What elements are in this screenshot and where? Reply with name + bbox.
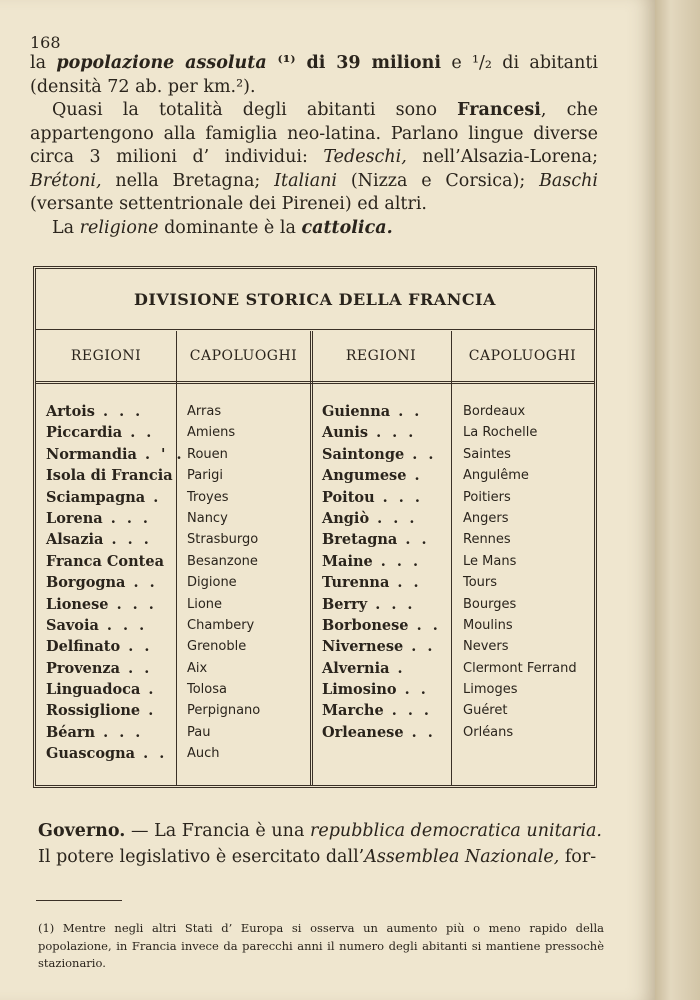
region-name [322,551,441,572]
region-name [46,594,185,615]
region-label: Béarn [46,723,96,741]
capital-name: Orléans [463,724,514,740]
region-label: Provenza [46,659,121,677]
leader-dots: . [406,467,423,485]
capital-name: Limoges [463,682,518,698]
leader-dots: . . . [383,702,432,720]
region-name [322,487,441,508]
region-label: Borgogna [46,574,126,592]
region-name [322,422,441,443]
capital-name: Rouen [187,446,228,462]
paragraph-governo: Governo. — La Francia è una repubblica democratica unitaria. Il potere legislativo è esercitato dall’Assemblea Nazionale, for- [38,821,602,867]
capital-name: Lione [187,596,223,612]
region-name [46,615,185,636]
region-name [322,722,441,743]
leader-dots: . . . [368,424,417,442]
region-label: Berry [322,595,368,613]
capital-name: Digione [187,575,237,591]
region-name [46,529,185,550]
region-label: Nivernese [322,638,404,656]
capital-name: Troyes [187,489,229,505]
region-label: Angiò [322,509,370,527]
region-label: Marche [322,702,384,720]
region-name [46,401,185,422]
paragraph-population: la popolazione assoluta ⁽¹⁾ di 39 milioni e ¹/₂ di abitanti (densità 72 ab. per km.²). [30,53,599,97]
leader-dots: . . [135,745,168,763]
paragraph-religion: La religione dominante è la cattolica. [52,217,393,238]
region-label: Turenna [322,574,390,592]
region-label: Linguadoca [46,681,141,699]
region-name [322,700,441,721]
footnote-rule [36,900,122,901]
capital-name: Bourges [463,596,517,612]
capital-name: Clermont Ferrand [463,660,577,676]
region-label: Savoia [46,616,99,634]
region-name [322,529,441,550]
capital-name: Nevers [463,639,509,655]
capital-name: Chambery [187,617,255,633]
capital-name: Besanzone [187,553,258,569]
region-label: Isola di Francia [46,467,173,485]
region-name [46,508,185,529]
leader-dots: . . . [374,488,423,506]
footnote: (1) Mentre negli altri Stati d’ Europa si osserva un aumento più o meno rapido della popolazione, in Francia invece da parecchi anni il numero degli abitanti si mantiene pressochè stazionario. [38,921,604,970]
region-name [322,679,441,700]
capital-name: Angulême [463,468,529,484]
leader-dots: . . [397,531,430,549]
region-label: Delfinato [46,638,121,656]
leader-dots: . . . [108,595,157,613]
region-label: Angumese [322,467,407,485]
column-divider-double [310,331,313,786]
body-text [30,52,598,240]
leader-dots: . . . [102,509,151,527]
column-divider [451,331,452,786]
capital-name: Aix [187,660,208,676]
region-label: Borbonese [322,616,409,634]
leader-dots: . . . [367,595,416,613]
leader-dots: . [389,659,406,677]
region-name [322,636,441,657]
capital-name: Perpignano [187,703,261,719]
region-label: Piccardia [46,424,123,442]
capital-name: Bordeaux [463,404,526,419]
leader-dots: . . [408,616,441,634]
capital-name: Rennes [463,532,511,548]
capital-name: Le Mans [463,553,517,569]
leader-dots: . . . [95,723,144,741]
capital-name: Tours [463,575,498,591]
leader-dots: . . [120,638,153,656]
region-label: Limosino [322,681,397,699]
region-name [322,658,441,679]
region-label: Bretagna [322,531,398,549]
table-title: DIVISIONE STORICA DELLA FRANCIA [36,269,594,330]
header-regioni-left: REGIONI [70,348,142,364]
leader-dots: . ' . [136,445,185,463]
region-name [46,636,185,657]
region-name [46,743,185,764]
region-label: Rossiglione [46,702,141,720]
leader-dots: . [140,702,157,720]
leader-dots: . . [122,424,155,442]
leader-dots: . . [125,574,158,592]
region-label: Maine [322,552,373,570]
region-name [322,594,441,615]
section-heading: Governo. [38,821,126,841]
leader-dots: . [140,681,157,699]
leader-dots: . . . [369,509,418,527]
region-label: Guascogna [46,745,136,763]
region-name [46,465,185,486]
leader-dots: . . [403,723,436,741]
region-name [322,615,441,636]
region-name [46,487,185,508]
leader-dots: . . [403,638,436,656]
region-label: Saintonge [322,445,405,463]
right-region-column [322,401,441,743]
regions-table [33,266,597,788]
region-name [46,679,185,700]
region-name [46,722,185,743]
leader-dots: . . . [94,403,144,420]
region-name [322,444,441,465]
page-number: 168 [30,33,61,52]
capital-name: Moulins [463,617,513,633]
region-name [322,465,441,486]
capital-name: Angers [463,510,509,526]
capital-name: Nancy [187,510,228,526]
region-name [46,700,185,721]
leader-dots: . . [390,403,423,420]
capital-name: Poitiers [463,489,511,505]
leader-dots: . . [404,445,437,463]
capital-name: Grenoble [187,639,247,655]
region-name [322,401,441,422]
region-label: Alsazia [46,531,104,549]
region-name [46,658,185,679]
region-label: Aunis [322,424,369,442]
region-label: Alvernia [322,659,390,677]
right-capital-column [463,401,577,743]
region-label: Artois [46,403,95,420]
leader-dots: . . . [98,616,148,634]
capital-name: Saintes [463,446,511,462]
header-capoluoghi-left: CAPOLUOGHI [189,348,298,364]
capital-name: Auch [187,746,220,762]
capital-name: La Rochelle [463,425,538,441]
leader-dots: . . [120,659,153,677]
region-label: Sciampagna [46,488,146,506]
header-regioni-right: REGIONI [345,348,417,364]
leader-dots: . . [389,574,422,592]
region-name [46,444,185,465]
leader-dots: . . [396,681,429,699]
region-label: Lorena [46,509,103,527]
leader-dots: . . . [103,531,152,549]
left-capital-column [187,401,260,765]
capital-name: Parigi [187,468,224,484]
region-label: Franca Contea [46,552,164,570]
left-region-column [46,401,185,765]
page-edge [655,0,700,1000]
capital-name: Guéret [463,703,508,719]
leader-dots: . [145,488,162,506]
region-name [46,551,185,572]
table-header [36,331,594,384]
region-name [322,572,441,593]
paragraph-inhabitants: Quasi la totalità degli abitanti sono Francesi, che appartengono alla famiglia neo-latina. Parlano lingue diverse circa 3 milioni d’ individui: Tedeschi, nell’Alsazia-Lorena; Brétoni, nella Bretagna; Italiani (Nizza e Corsica); Baschi (versante settentrionale dei Pirenei) ed altri. [30,100,599,214]
header-capoluoghi-right: CAPOLUOGHI [468,348,577,364]
capital-name: Amiens [187,425,236,441]
region-label: Orleanese [322,723,404,741]
capital-name: Strasburgo [187,532,259,548]
capital-name: Pau [187,724,211,740]
region-label: Normandia [46,445,137,463]
region-name [322,508,441,529]
region-label: Poitou [322,488,375,506]
region-name [46,572,185,593]
leader-dots: . . . [372,552,422,570]
region-label: Lionese [46,595,109,613]
capital-name: Tolosa [187,682,227,698]
capital-name: Arras [187,404,222,419]
region-label: Guienna [322,403,391,420]
region-name [46,422,185,443]
